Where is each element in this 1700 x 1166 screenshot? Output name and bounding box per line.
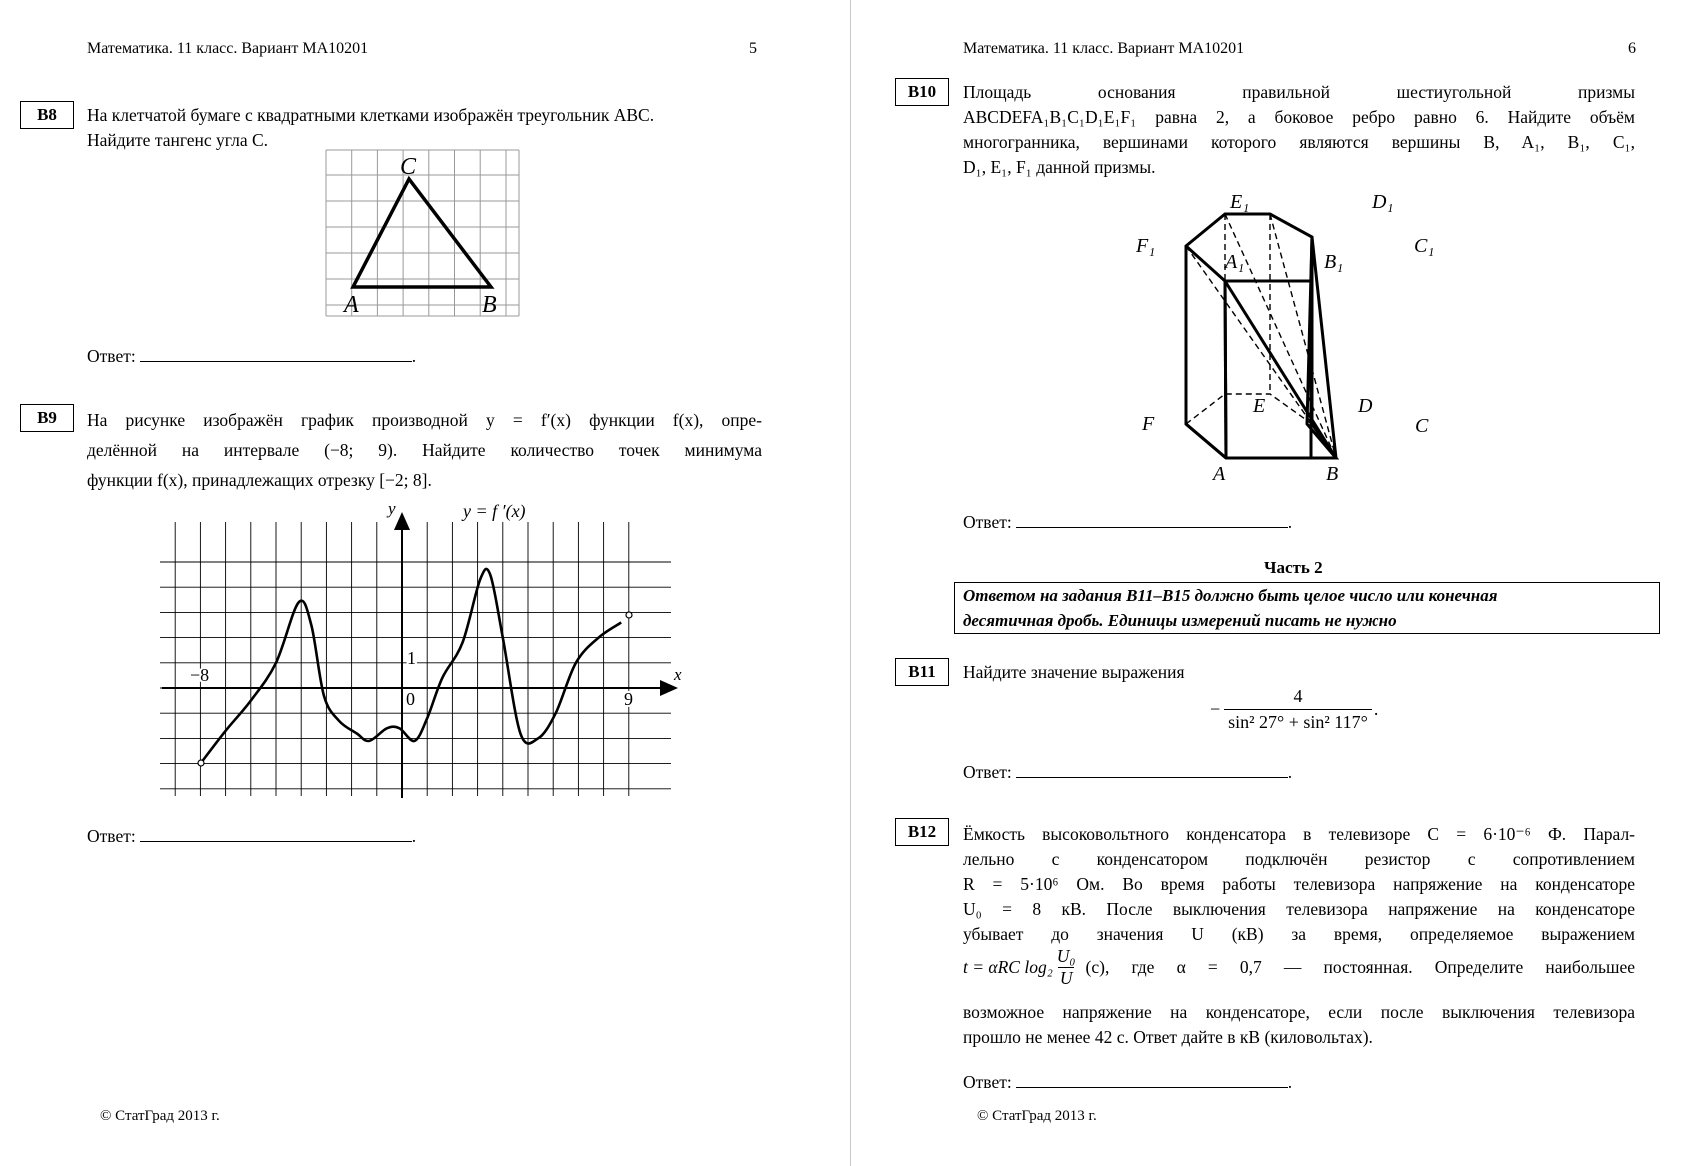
triangle-abc [353, 179, 491, 287]
prism-figure [1136, 186, 1440, 486]
task-b9-line1: На рисунке изображён график производной y = f′(x) функции f(x), опре- [87, 410, 762, 430]
vertex-D: D [1358, 395, 1373, 417]
left-page-number: 5 [749, 40, 757, 57]
b12-formula-fraction [1055, 946, 1078, 989]
answer-b10-label: Ответ: [963, 512, 1012, 532]
part2-instruction-line1: Ответом на задания B11–B15 должно быть целое число или конечная [963, 586, 1498, 605]
vertex-b-label: B [482, 292, 497, 318]
task-b12-text [963, 822, 1635, 947]
b12-formula-num: U₀ [1056, 946, 1076, 966]
b11-denominator: sin² 27° + sin² 117° [1224, 709, 1372, 733]
answer-b9-field[interactable] [140, 827, 412, 842]
vertex-C: C [1415, 415, 1429, 437]
task-b8-text [87, 103, 762, 153]
answer-b11: Ответ: . [963, 762, 1293, 782]
part2-instruction-line2: десятичная дробь. Единицы измерений писать не нужно [963, 611, 1397, 630]
task-b10-line2: ABCDEFA₁B₁C₁D₁E₁F₁ равна 2, а боковое ребро равно 6. Найдите объём [963, 107, 1635, 127]
function-label: y = f ′(x) [463, 501, 526, 521]
task-b10-line3: многогранника, вершинами которого являются вершины B, A₁, B₁, C₁, [963, 132, 1635, 152]
derivative-graph [156, 498, 688, 804]
task-b12-line4: U₀ = 8 кВ. После выключения телевизора напряжение на конденсаторе [963, 899, 1635, 919]
right-page-header: Математика. 11 класс. Вариант МА10201 [963, 40, 1245, 57]
answer-b12-label: Ответ: [963, 1072, 1012, 1092]
left-page-header: Математика. 11 класс. Вариант МА10201 [87, 40, 369, 57]
triangle-grid-figure [326, 148, 520, 318]
tick-label-1: 1 [407, 648, 416, 668]
answer-b9-label: Ответ: [87, 826, 136, 846]
part2-instruction [954, 582, 1660, 634]
right-page-number: 6 [1628, 40, 1636, 57]
vertex-D1: D₁ [1372, 191, 1394, 213]
vertex-A: A [1213, 463, 1226, 485]
b12-formula: t = αRC log₂ [963, 957, 1053, 977]
task-b12-line7: возможное напряжение на конденсаторе, если после выключения телевизора [963, 1002, 1635, 1022]
task-b11-text: Найдите значение выражения [963, 662, 1185, 682]
task-b8-line2: Найдите тангенс угла C. [87, 130, 269, 150]
task-label-b10: B10 [895, 78, 949, 106]
part2-title: Часть 2 [1264, 558, 1323, 577]
tick-label-minus8: −8 [190, 665, 210, 685]
task-label-b9: B9 [20, 404, 74, 432]
task-b9-line3: функции f(x), принадлежащих отрезку [−2; 8]. [87, 470, 432, 490]
task-b12-text-end [963, 1000, 1635, 1050]
b11-period: . [1373, 699, 1379, 719]
left-footer: © СтатГрад 2013 г. [100, 1108, 220, 1124]
vertex-B1: B₁ [1324, 251, 1344, 273]
task-b12-line5: убывает до значения U (кВ) за время, определяемое выражением [963, 924, 1635, 944]
task-b12-line8: прошло не менее 42 с. Ответ дайте в кВ (киловольтах). [963, 1027, 1373, 1047]
vertex-c-label: C [400, 154, 417, 180]
x-axis-label: x [674, 665, 682, 684]
vertex-E: E [1253, 395, 1266, 417]
task-b10-line4: D₁, E₁, F₁ данной призмы. [963, 157, 1156, 177]
task-label-b11: B11 [895, 658, 949, 686]
task-b12-line3: R = 5·10⁶ Ом. Во время работы телевизора напряжение на конденсаторе [963, 874, 1635, 894]
right-endpoint [626, 612, 632, 618]
vertex-B: B [1326, 463, 1339, 485]
b11-fraction [1224, 686, 1372, 733]
answer-b10: Ответ: . [963, 512, 1293, 532]
task-label-b12: B12 [895, 818, 949, 846]
tick-label-0: 0 [406, 689, 415, 709]
task-b10-text [963, 80, 1635, 180]
answer-b8-field[interactable] [140, 347, 412, 362]
answer-b11-field[interactable] [1016, 763, 1288, 778]
answer-b12-field[interactable] [1016, 1073, 1288, 1088]
vertex-F1: F₁ [1136, 235, 1156, 257]
task-label-b8: B8 [20, 101, 74, 129]
b12-line6-rest: (с), где α = 0,7 — постоянная. Определите наибольшее [1085, 957, 1635, 977]
vertex-E1: E₁ [1230, 191, 1250, 213]
vertex-a-label: A [344, 292, 359, 318]
vertex-F: F [1142, 413, 1155, 435]
vertex-A1: A₁ [1225, 251, 1245, 273]
answer-b12: Ответ: . [963, 1072, 1293, 1092]
right-footer: © СтатГрад 2013 г. [977, 1108, 1097, 1124]
answer-b10-field[interactable] [1016, 513, 1288, 528]
task-b9-line2: делённой на интервале (−8; 9). Найдите количество точек минимума [87, 440, 762, 460]
b11-expression [1210, 686, 1378, 733]
b11-numerator: 4 [1293, 686, 1303, 706]
task-b9-text [87, 405, 762, 495]
task-b12-formula-line [963, 946, 1635, 989]
vertex-C1: C₁ [1414, 235, 1435, 257]
task-b12-line1: Ёмкость высоковольтного конденсатора в телевизоре C = 6·10⁻⁶ Ф. Парал- [963, 824, 1635, 844]
task-b8-line1: На клетчатой бумаге с квадратными клетками изображён треугольник ABC. [87, 105, 655, 125]
answer-b9: Ответ: . [87, 826, 417, 846]
b12-formula-den: U [1059, 968, 1073, 988]
answer-b8: Ответ: . [87, 346, 417, 366]
answer-b8-label: Ответ: [87, 346, 136, 366]
page-divider [850, 0, 851, 1166]
answer-b11-label: Ответ: [963, 762, 1012, 782]
y-axis-label: y [388, 499, 396, 518]
task-b10-line1: Площадь основания правильной шестиугольной призмы [963, 82, 1635, 102]
tick-label-9: 9 [624, 689, 633, 709]
left-endpoint [198, 760, 204, 766]
task-b12-line2: лельно с конденсатором подключён резистор с сопротивлением [963, 849, 1635, 869]
b11-minus-sign: − [1210, 699, 1221, 719]
